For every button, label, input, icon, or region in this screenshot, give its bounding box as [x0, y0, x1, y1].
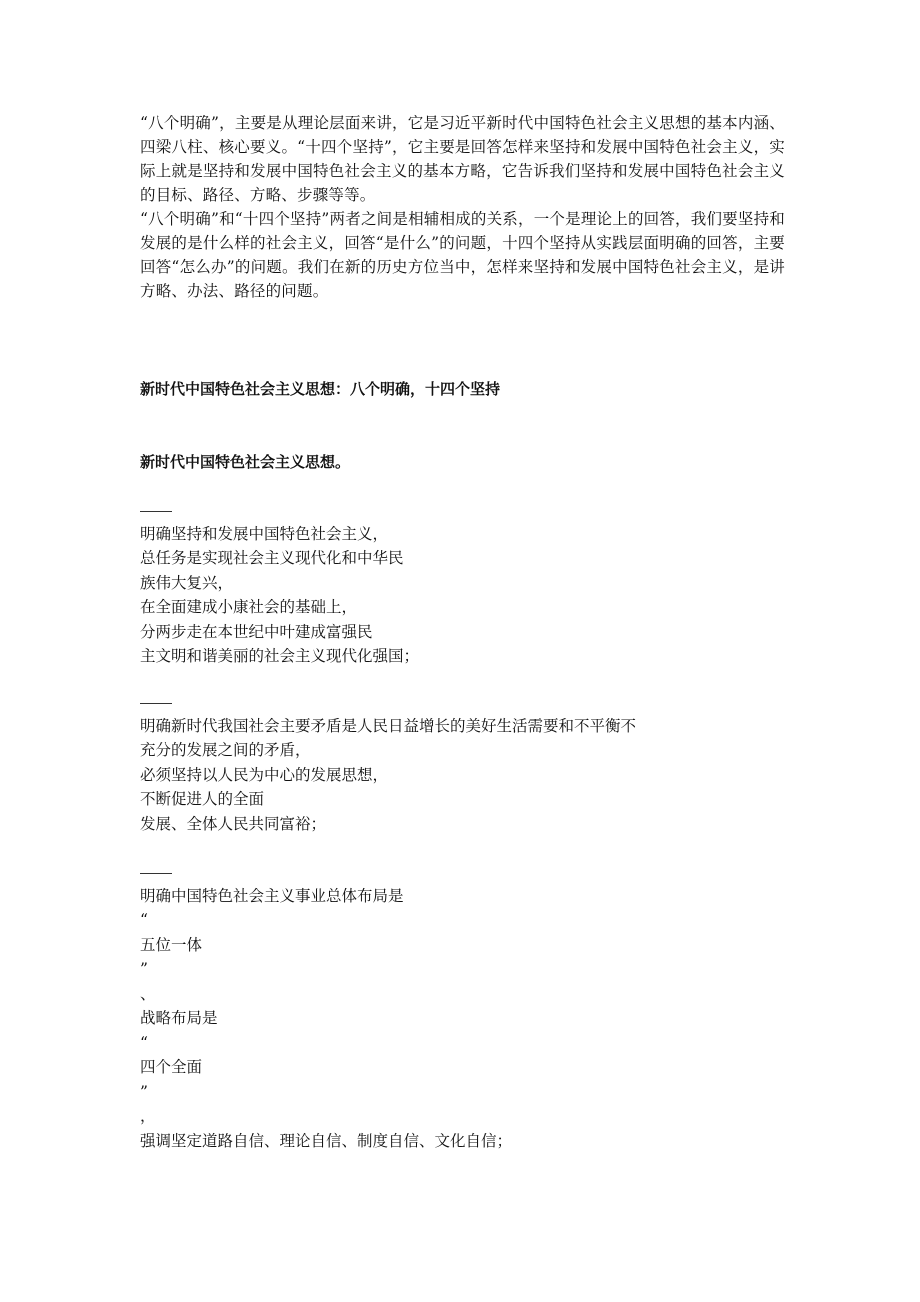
text-line: 总任务是实现社会主义现代化和中华民: [140, 549, 404, 567]
section-heading-2: 新时代中国特色社会主义思想。: [140, 453, 351, 471]
intro-paragraph-1: “八个明确”，主要是从理论层面来讲，它是习近平新时代中国特色社会主义思想的基本内涵、四梁八柱、核心要义。“十四个坚持”，它主要是回答怎样来坚持和发展中国特色社会主义，实际上就是坚持和发展中国特色社会主义的基本方略，它告诉我们坚持和发展中国特色社会主义的目标、路径、方略、步骤等等。: [140, 114, 785, 204]
intro-section: [140, 111, 785, 303]
point-block-3: [140, 859, 512, 1153]
text-line: 充分的发展之间的矛盾，: [140, 741, 311, 759]
text-line: ”: [140, 960, 148, 978]
text-line: 战略布局是: [140, 1009, 218, 1027]
intro-paragraph-2: “八个明确”和“十四个坚持”两者之间是相辅相成的关系，一个是理论上的回答，我们要坚持和发展的是什么样的社会主义，回答“是什么”的问题，十四个坚持从实践层面明确的回答，主要回答“怎么办”的问题。我们在新的历史方位当中，怎样来坚持和发展中国特色社会主义，是讲方略、办法、路径的问题。: [140, 210, 785, 300]
text-line: ，: [140, 1107, 156, 1125]
text-line: 不断促进人的全面: [140, 790, 265, 808]
text-line: 明确坚持和发展中国特色社会主义，: [140, 524, 389, 543]
text-line: 分两步走在本世纪中叶建成富强民: [140, 622, 373, 641]
dash-separator: [140, 859, 512, 884]
text-line: 明确新时代我国社会主要矛盾是人民日益增长的美好生活需要和不平衡不: [140, 716, 637, 735]
text-line: “: [140, 911, 148, 929]
section-heading-1: 新时代中国特色社会主义思想：八个明确，十四个坚持: [140, 380, 501, 398]
point-block-1: [140, 497, 419, 669]
text-line: 、: [140, 984, 156, 1003]
point-block-2: [140, 689, 636, 836]
text-line: 明确中国特色社会主义事业总体布局是: [140, 886, 404, 905]
text-line: 族伟大复兴，: [140, 573, 234, 592]
dash-separator: [140, 689, 636, 714]
text-line: 四个全面: [140, 1058, 203, 1076]
text-line: 必须坚持以人民为中心的发展思想，: [140, 765, 389, 784]
text-line: 发展、全体人民共同富裕；: [140, 814, 327, 833]
dash-separator: [140, 497, 419, 522]
text-line: 在全面建成小康社会的基础上，: [140, 598, 358, 616]
text-line: “: [140, 1033, 148, 1052]
text-line: 五位一体: [140, 935, 203, 954]
text-line: ”: [140, 1082, 148, 1101]
text-line: 强调坚定道路自信、理论自信、制度自信、文化自信；: [140, 1131, 513, 1150]
text-line: 主文明和谐美丽的社会主义现代化强国；: [140, 647, 420, 665]
